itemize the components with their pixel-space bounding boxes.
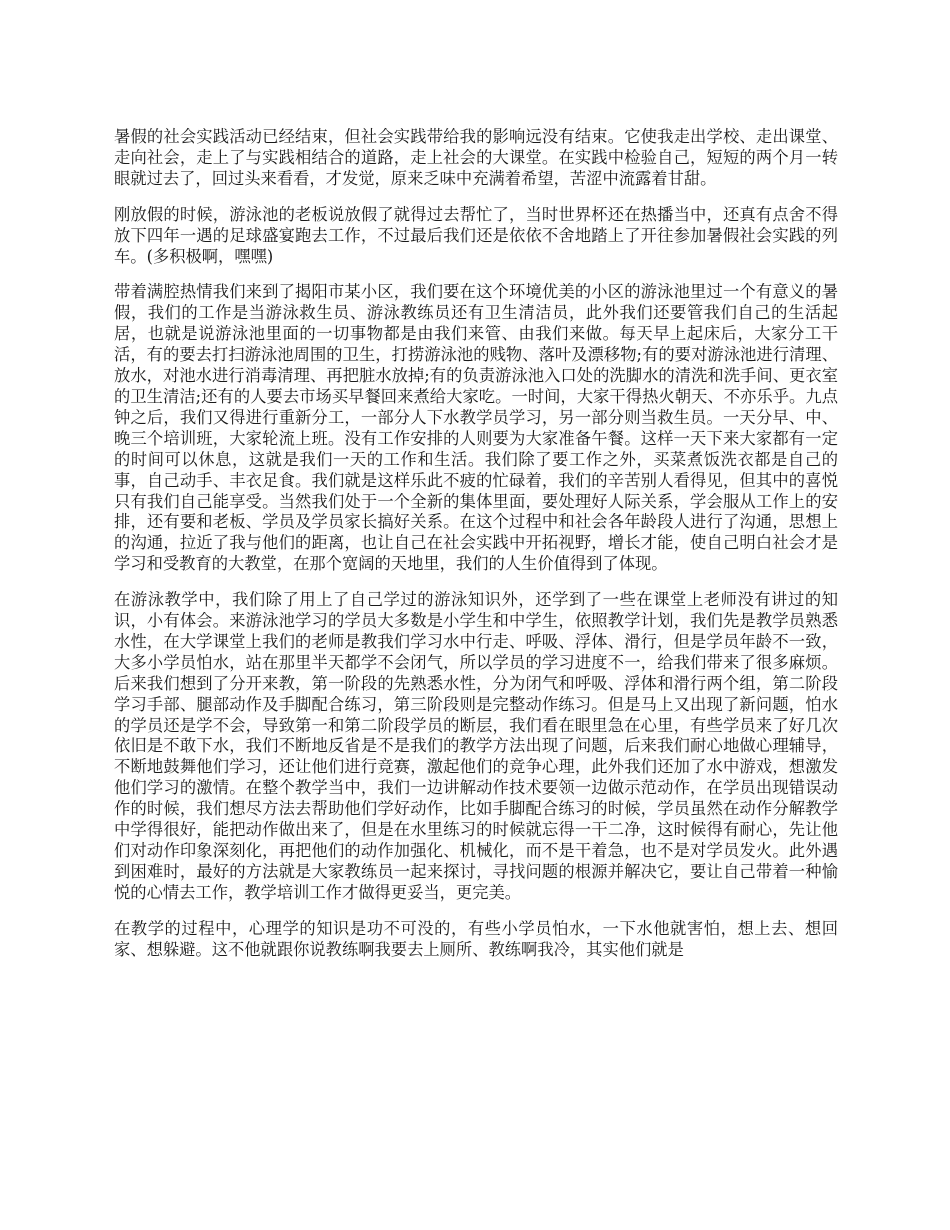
paragraph-vacation-start: 刚放假的时候，游泳池的老板说放假了就得过去帮忙了，当时世界杯还在热播当中，还真有点舍不得放下四年一遇的足球盛宴跑去工作，不过最后我们还是依依不舍地踏上了开往参加暑假社会实践的列车。(多积极啊，嘿嘿)	[114, 204, 838, 266]
document-body	[114, 127, 838, 961]
paragraph-daily-work: 带着满腔热情我们来到了揭阳市某小区，我们要在这个环境优美的小区的游泳池里过一个有意义的暑假，我们的工作是当游泳救生员、游泳教练员还有卫生清洁员，此外我们还要管我们自己的生活起居，也就是说游泳池里面的一切事物都是由我们来管、由我们来做。每天早上起床后，大家分工干活，有的要去打扫游泳池周围的卫生，打捞游泳池的贱物、落叶及漂移物;有的要对游泳池进行清理、放水，对池水进行消毒清理、再把脏水放掉;有的负责游泳池入口处的洗脚水的清洗和洗手间、更衣室的卫生清洁;还有的人要去市场买早餐回来煮给大家吃。一时间，大家干得热火朝天、不亦乐乎。九点钟之后，我们又得进行重新分工，一部分人下水教学员学习，另一部分则当救生员。一天分早、中、晚三个培训班，大家轮流上班。没有工作安排的人则要为大家准备午餐。这样一天下来大家都有一定的时间可以休息，这就是我们一天的工作和生活。我们除了要工作之外，买菜煮饭洗衣都是自己的事，自己动手、丰衣足食。我们就是这样乐此不疲的忙碌着，我们的辛苦别人看得见，但其中的喜悦只有我们自己能享受。当然我们处于一个全新的集体里面，要处理好人际关系，学会服从工作上的安排，还有要和老板、学员及学员家长搞好关系。在这个过程中和社会各年龄段人进行了沟通，思想上的沟通，拉近了我与他们的距离，也让自己在社会实践中开拓视野，增长才能，使自己明白社会才是学习和受教育的大教堂，在那个宽阔的天地里，我们的人生价值得到了体现。	[114, 282, 838, 574]
paragraph-psychology: 在教学的过程中，心理学的知识是功不可没的，有些小学员怕水，一下水他就害怕，想上去、想回家、想躲避。这不他就跟你说教练啊我要去上厕所、教练啊我冷，其实他们就是	[114, 918, 838, 959]
paragraph-swim-teaching: 在游泳教学中，我们除了用上了自己学过的游泳知识外，还学到了一些在课堂上老师没有讲过的知识，小有体会。来游泳池学习的学员大多数是小学生和中学生，依照教学计划，我们先是教学员熟悉水性，在大学课堂上我们的老师是教我们学习水中行走、呼吸、浮体、滑行，但是学员年龄不一致，大多小学员怕水，站在那里半天都学不会闭气，所以学员的学习进度不一，给我们带来了很多麻烦。后来我们想到了分开来教，第一阶段的先熟悉水性，分为闭气和呼吸、浮体和滑行两个组，第二阶段学习手部、腿部动作及手脚配合练习，第三阶段则是完整动作练习。但是马上又出现了新问题，怕水的学员还是学不会，导致第一和第二阶段学员的断层，我们看在眼里急在心里，有些学员来了好几次依旧是不敢下水，我们不断地反省是不是我们的教学方法出现了问题，后来我们耐心地做心理辅导，不断地鼓舞他们学习，还让他们进行竞赛，激起他们的竞争心理，此外我们还加了水中游戏，想激发他们学习的激情。在整个教学当中，我们一边讲解动作技术要领一边做示范动作，在学员出现错误动作的时候，我们想尽方法去帮助他们学好动作，比如手脚配合练习的时候，学员虽然在动作分解教学中学得很好，能把动作做出来了，但是在水里练习的时候就忘得一干二净，这时候得有耐心，先让他们对动作印象深刻化，再把他们的动作加强化、机械化，而不是干着急，也不是对学员发火。此外遇到困难时，最好的方法就是大家教练员一起来探讨，寻找问题的根源并解决它，要让自己带着一种愉悦的心情去工作，教学培训工作才做得更妥当，更完美。	[114, 590, 838, 902]
paragraph-intro: 暑假的社会实践活动已经结束，但社会实践带给我的影响远没有结束。它使我走出学校、走出课堂、走向社会，走上了与实践相结合的道路，走上社会的大课堂。在实践中检验自己，短短的两个月一转眼就过去了，回过头来看看，才发觉，原来乏味中充满着希望，苦涩中流露着甘甜。	[114, 127, 838, 188]
